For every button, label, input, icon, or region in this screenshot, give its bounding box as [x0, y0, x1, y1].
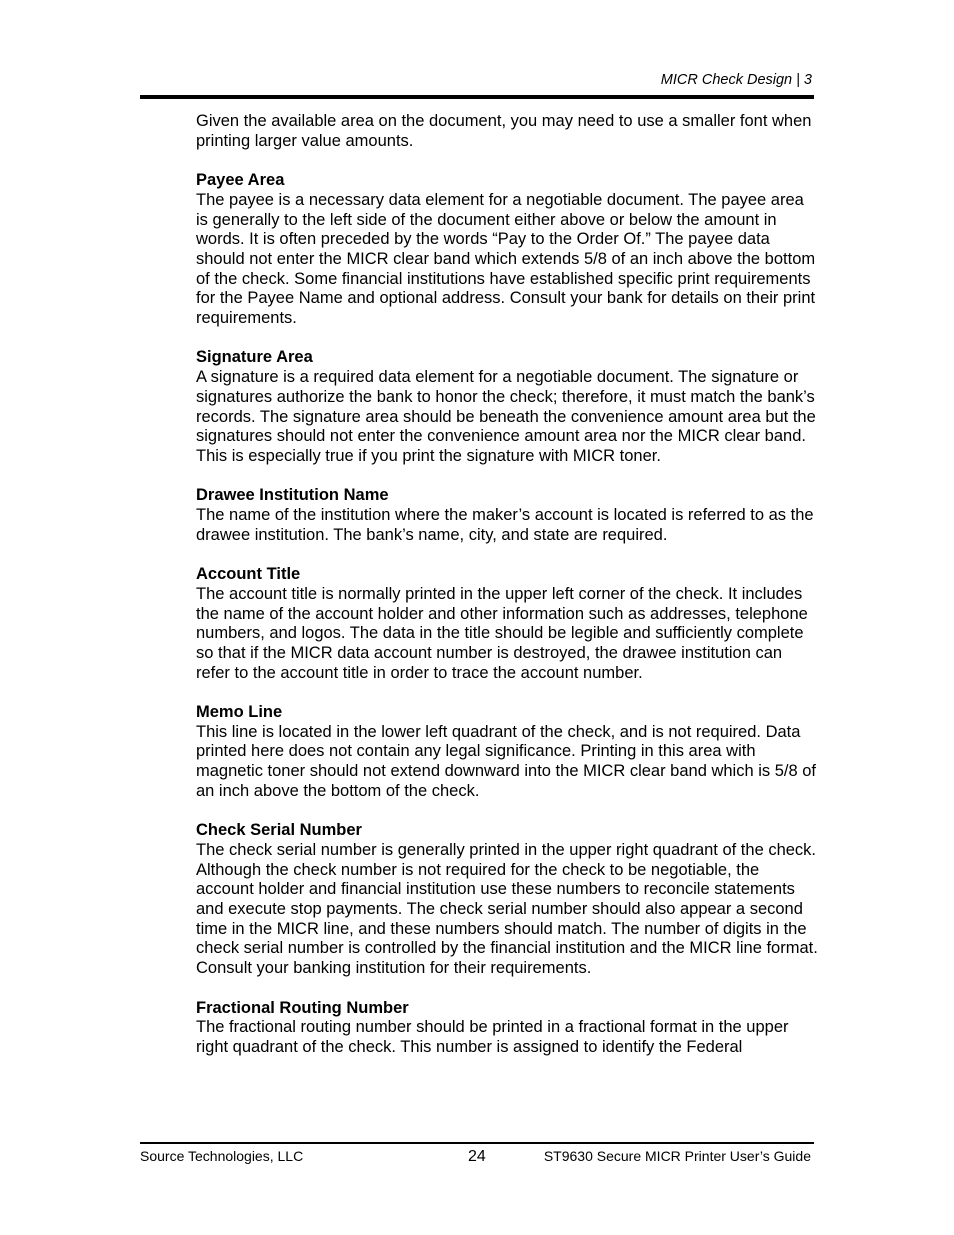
section-drawee-institution-name	[196, 486, 818, 545]
header-rule	[140, 95, 814, 99]
section-payee-area	[196, 171, 818, 329]
section-body: A signature is a required data element for a negotiable document. The signature or signatures authorize the bank to honor the check; therefore, it must match the bank’s records. The signature area should be beneath the convenience amount area but the signatures should not enter the convenience amount area nor the MICR clear band. This is especially true if you print the signature with MICR toner.	[196, 368, 816, 465]
section-body: This line is located in the lower left quadrant of the check, and is not required. Data printed here does not contain any legal significance. Printing in this area with magnetic toner should not extend downward into the MICR clear band which is 5/8 of an inch above the bottom of the check.	[196, 722, 817, 800]
section-heading: Check Serial Number	[196, 821, 362, 840]
section-heading: Fractional Routing Number	[196, 998, 409, 1017]
footer-company: Source Technologies, LLC	[140, 1148, 304, 1164]
footer-guide-title: ST9630 Secure MICR Printer User’s Guide	[543, 1148, 811, 1164]
page-number: 24	[468, 1148, 486, 1165]
page-body	[196, 112, 818, 1058]
section-body: The payee is a necessary data element for a negotiable document. The payee area is generally to the left side of the document either above or below the amount in words. It is often preceded by the words “Pay to the Order Of.” The payee data should not enter the MICR clear band which extends 5/8 of an inch above the bottom of the check. Some financial institutions have established specific print requirements for the Payee Name and optional address. Consult your bank for details on their print requirements.	[196, 190, 816, 328]
section-body: The account title is normally printed in the upper left corner of the check. It includes the name of the account holder and other information such as addresses, telephone numbers, and logos. The data in the title should be legible and sufficiently complete so that if the MICR data account number is destroyed, the drawee institution can refer to the account title in order to trace the account number.	[196, 584, 808, 682]
section-account-title	[196, 565, 818, 683]
section-memo-line	[196, 703, 818, 802]
section-heading: Payee Area	[196, 171, 285, 190]
running-header: MICR Check Design | 3	[660, 72, 812, 88]
section-body: The name of the institution where the maker’s account is located is referred to as the drawee institution. The bank’s name, city, and state are required.	[196, 506, 814, 544]
section-heading: Memo Line	[196, 703, 283, 722]
section-heading: Drawee Institution Name	[196, 486, 389, 505]
footer-rule	[140, 1142, 814, 1144]
section-fractional-routing-number	[196, 999, 818, 1058]
section-heading: Account Title	[196, 565, 301, 584]
section-body: The check serial number is generally printed in the upper right quadrant of the check. Although the check number is not required for the check to be negotiable, the account holder and financial institution use these numbers to reconcile statements and execute stop payments. The check serial number should also appear a second time in the MICR line, and these numbers should match. The number of digits in the check serial number is controlled by the financial institution and the MICR line format. Consult your banking institution for their requirements.	[196, 840, 818, 978]
intro-paragraph: Given the available area on the document, you may need to use a smaller font when printing larger value amounts.	[196, 112, 812, 150]
section-heading: Signature Area	[196, 348, 313, 367]
section-signature-area	[196, 348, 818, 466]
section-body: The fractional routing number should be printed in a fractional format in the upper right quadrant of the check. This number is assigned to identify the Federal	[196, 1018, 789, 1056]
section-check-serial-number	[196, 821, 818, 979]
